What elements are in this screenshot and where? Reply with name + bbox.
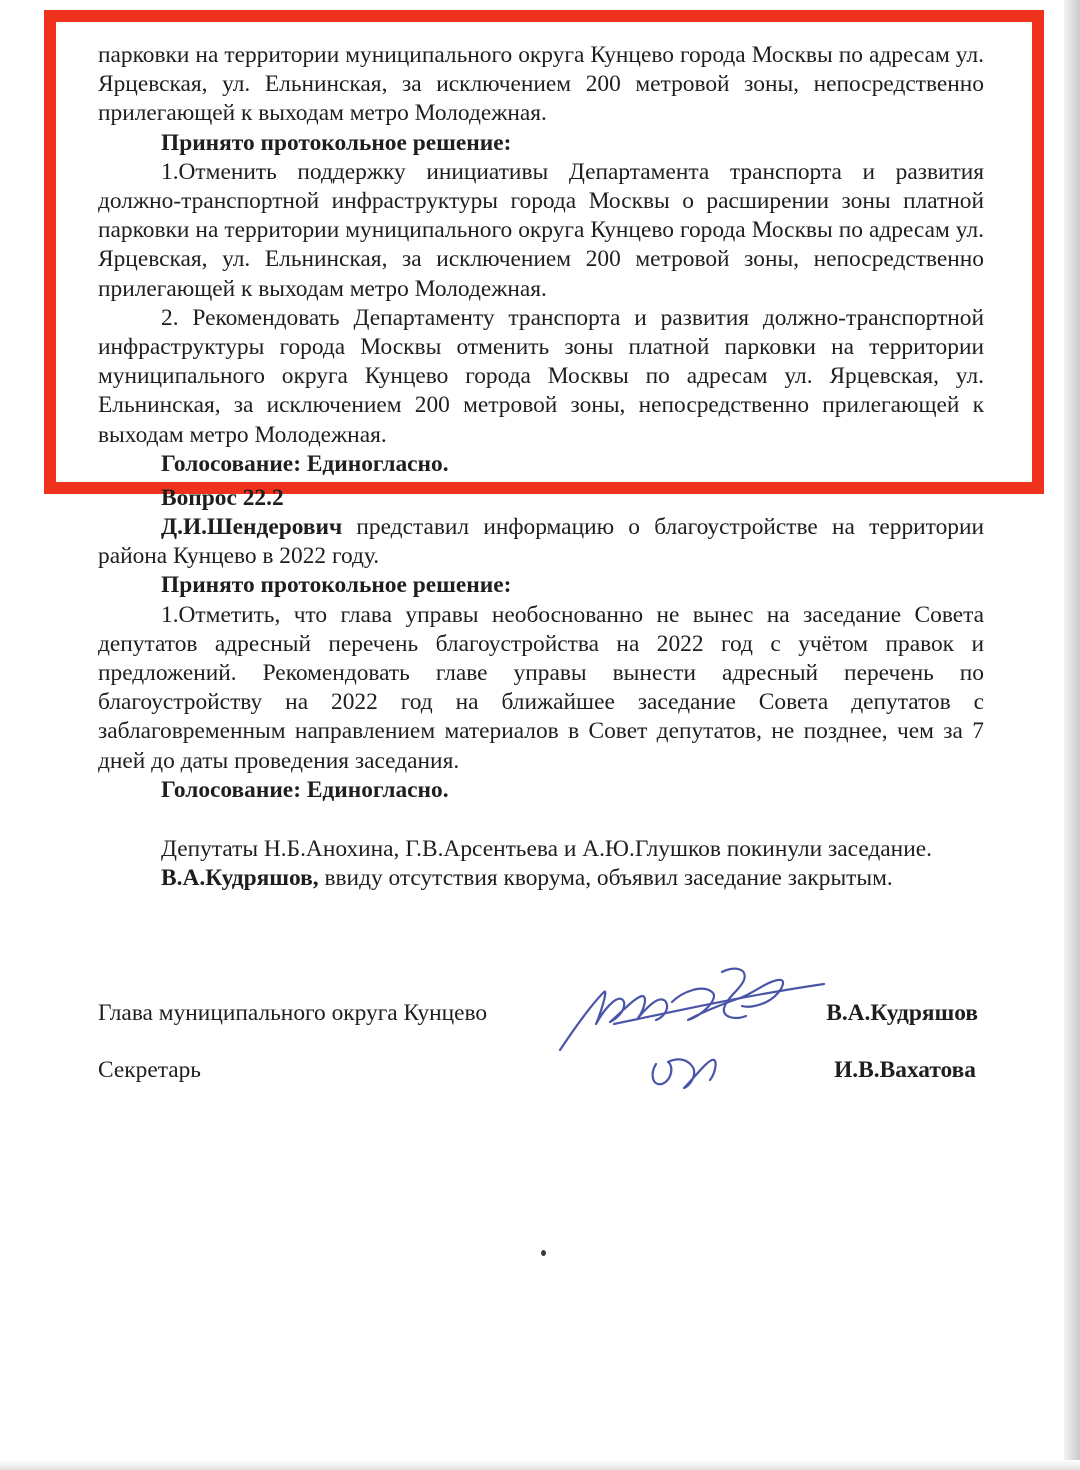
section-22-speaker-paragraph [98,513,984,571]
head-name: В.А.Кудряшов [826,1000,978,1026]
section-22-decision-heading: Принято протокольное решение: [161,572,512,599]
head-title: Глава муниципального округа Кунцево [98,1000,488,1026]
section-22-vote: Голосование: Единогласно. [161,776,449,803]
section-22-point-1: 1.Отметить, что глава управы необоснованно не вынес на заседание Совета депутатов адресный перечень благоустройства на 2022 год с учётом правок и предложений. Рекомендовать главе управы вынести адресный перечень по благоустройству на 2022 год на ближайшее заседание Совета депутатов с заблаговременным направлением материалов в Совет депутатов, не позднее, чем за 7 дней до даты проведения заседания. [98,601,984,774]
section-21-vote: Голосование: Единогласно. [161,450,449,477]
section-21-intro: парковки на территории муниципального округа Кунцево города Москвы по адресам ул. Ярцевская, ул. Ельнинская, за исключением 200 метровой зоны, непосредственно прилегающей к выходам метро Молодежная. [98,42,984,127]
section-22-heading: Вопрос 22.2 [161,485,284,512]
scan-speck [541,1250,546,1256]
handwritten-signatures [552,962,842,1102]
scan-edge-bottom [0,1460,1080,1470]
section-21-point-2: 2. Рекомендовать Департаменту транспорта и развития должно-транспортной инфраструктуры города Москвы отменить зоны платной парковки на территории муниципального округа Кунцево города Москвы по адресам ул. Ярцевская, ул. Ельнинская, за исключением 200 метровой зоны, непосредственно прилегающей к выходам метро Молодежная. [98,304,984,448]
secretary-title: Секретарь [98,1057,201,1083]
scan-edge-right [1064,0,1080,1470]
head-signature-stroke [560,992,667,1050]
closing-chair-name: В.А.Кудряшов, [161,865,319,892]
document-body [98,41,984,893]
section-22-speaker: Д.И.Шендерович [161,514,343,541]
section-22-speaker-text: представил информацию о благоустройстве на территории района Кунцево в 2022 году. [98,514,984,570]
closing-chair-text: ввиду отсутствия кворума, объявил заседание закрытым. [318,865,893,892]
secretary-signature-stroke [653,1059,716,1088]
section-21-decision-heading: Принято протокольное решение: [161,129,512,156]
closing-gap [98,805,984,835]
closing-chair-paragraph [98,864,984,893]
closing-departure: Депутаты Н.Б.Анохина, Г.В.Арсентьева и А.Ю.Глушков покинули заседание. [161,836,932,863]
section-21-point-1: 1.Отменить поддержку инициативы Департамента транспорта и развития должно-транспортной инфраструктуры города Москвы о расширении зоны платной парковки на территории муниципального округа Кунцево города Москвы по адресам ул. Ярцевская, ул. Ельнинская, за исключением 200 метровой зоны, непосредственно прилегающей к выходам метро Молодежная. [98,158,984,302]
head-signature-loop [722,969,746,1018]
secretary-name: И.В.Вахатова [834,1057,976,1083]
